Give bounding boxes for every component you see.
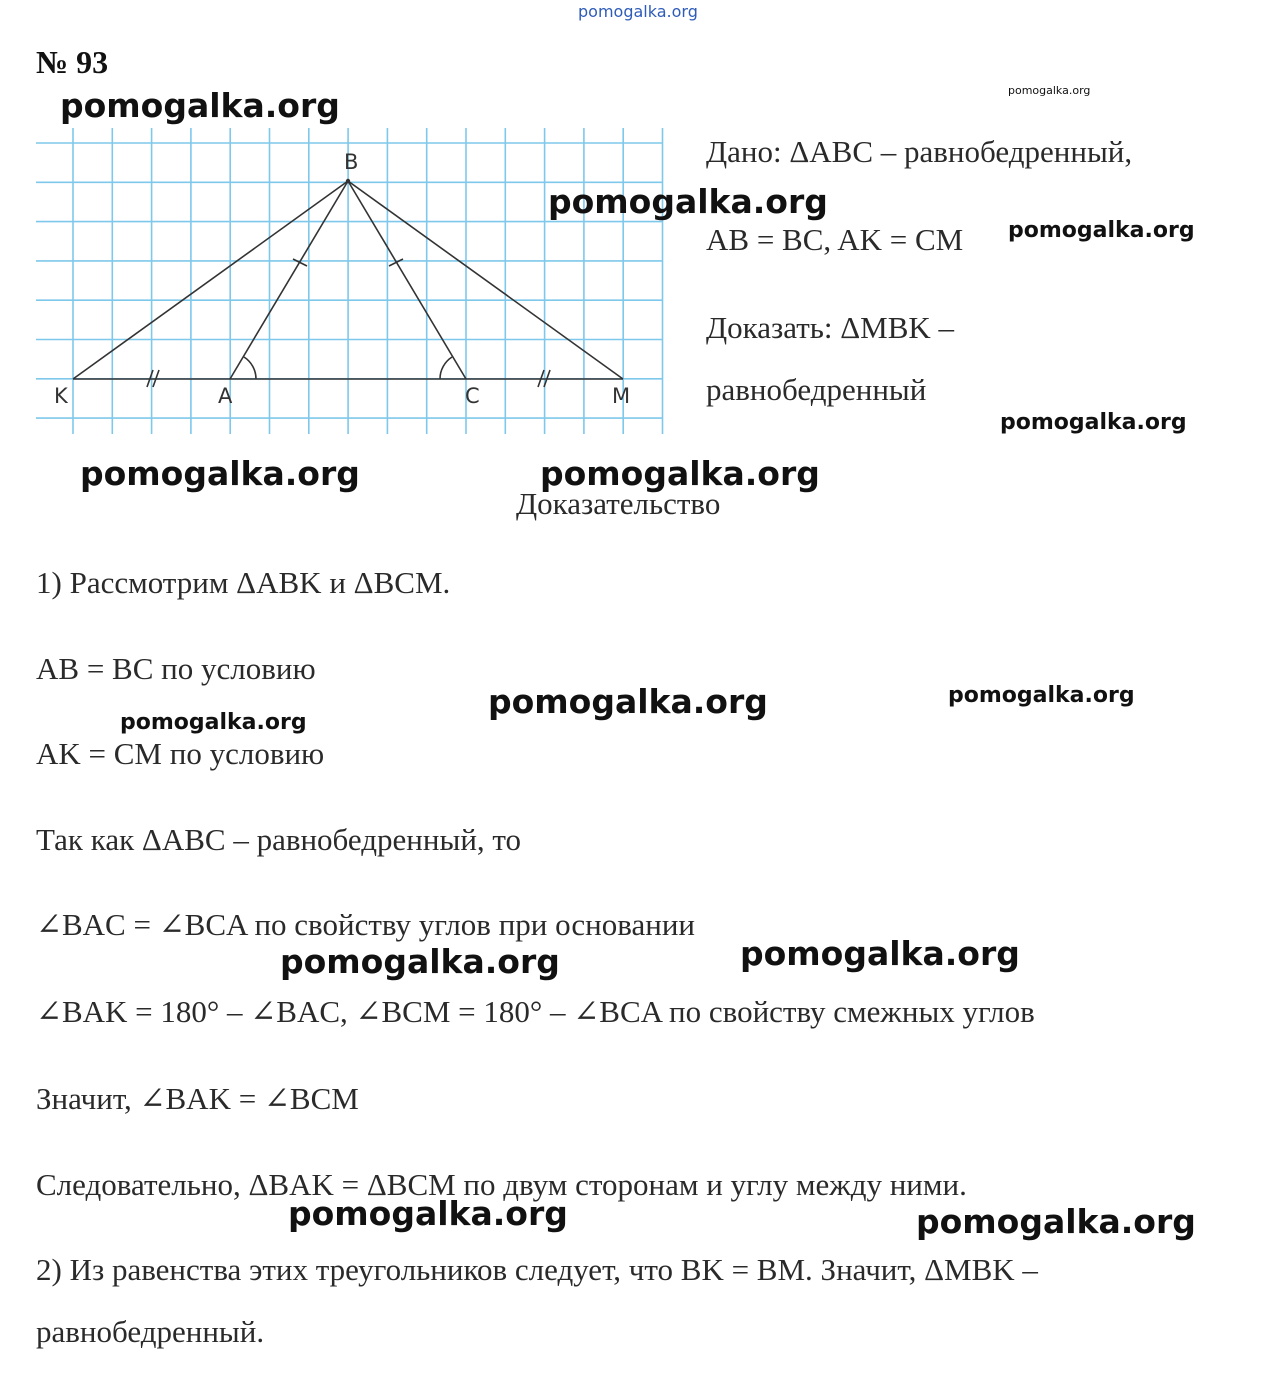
segment-BK [73,181,348,379]
angle-arc-A [244,357,256,379]
watermark: pomogalka.org [80,454,360,493]
proof-line: равнобедренный. [36,1314,265,1349]
problem-number: № 93 [36,44,109,80]
proof-heading: Доказательство [516,486,721,521]
watermark: pomogalka.org [288,1194,568,1233]
watermark: pomogalka.org [60,86,340,125]
watermark: pomogalka.org [1000,410,1187,435]
proof-line: Следовательно, ΔBAK = ΔBCM по двум сторонам и углу между ними. [36,1167,967,1202]
proof-line: Значит, ∠BAK = ∠BCM [36,1081,359,1116]
watermark: pomogalka.org [740,934,1020,973]
given-line-4: равнобедренный [706,372,927,407]
label-M: M [612,384,631,408]
watermark: pomogalka.org [548,182,828,221]
given-line-1: Дано: ΔABC – равнобедренный, [706,134,1133,169]
point-B [346,179,350,183]
given-line-2: AB = BC, AK = CM [706,222,964,257]
segment-BA [230,181,348,379]
proof-line: 2) Из равенства этих треугольников следует, что BK = BM. Значит, ΔMBK – [36,1252,1038,1287]
label-C: C [465,384,480,408]
label-K: K [54,384,68,408]
proof-line: Так как ΔABC – равнобедренный, то [36,822,522,857]
segment-BC [348,181,466,379]
proof-line: ∠BAK = 180° – ∠BAC, ∠BCM = 180° – ∠BCA по свойству смежных углов [36,994,1035,1029]
watermark: pomogalka.org [540,454,820,493]
watermark: pomogalka.org [916,1202,1196,1241]
label-B: B [344,150,359,174]
watermark: pomogalka.org [1008,84,1091,97]
label-A: A [218,384,233,408]
proof-line: ∠BAC = ∠BCA по свойству углов при основании [36,907,696,942]
site-link[interactable]: pomogalka.org [578,2,698,21]
watermark: pomogalka.org [120,710,307,735]
watermark: pomogalka.org [488,682,768,721]
proof-line: 1) Рассмотрим ΔABK и ΔBCM. [36,565,451,600]
watermark: pomogalka.org [1008,218,1195,243]
proof-line: AB = BC по условию [36,651,316,686]
triangle-figure [36,128,666,438]
watermark: pomogalka.org [948,683,1135,708]
given-line-3: Доказать: ΔMBK – [706,310,955,345]
watermark: pomogalka.org [280,942,560,981]
proof-line: AK = CM по условию [36,736,325,771]
angle-arc-C [440,357,452,379]
